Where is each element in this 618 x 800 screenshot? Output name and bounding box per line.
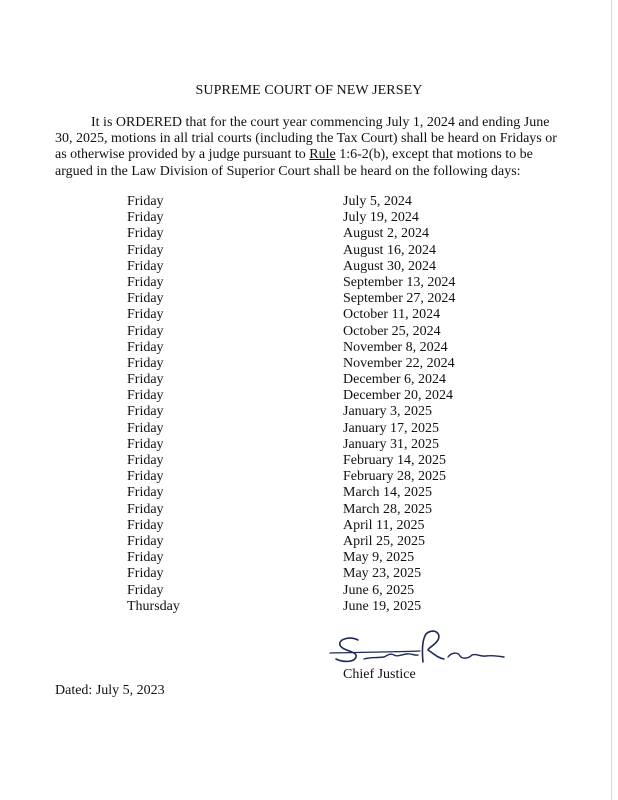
order-text-after-rule: 1:6-2(b), except that motions to be argued in the Law Division of Superior Court shall be heard on the following days: xyxy=(55,147,533,179)
schedule-date: August 30, 2024 xyxy=(343,258,436,274)
schedule-day: Friday xyxy=(127,226,164,242)
schedule-row xyxy=(0,226,618,242)
chief-justice-signature xyxy=(328,626,518,670)
schedule-row xyxy=(0,194,618,210)
schedule-row xyxy=(0,307,618,323)
schedule-day: Thursday xyxy=(127,598,180,614)
schedule-date: August 16, 2024 xyxy=(343,242,436,258)
schedule-date: June 19, 2025 xyxy=(343,598,422,614)
schedule-date: May 23, 2025 xyxy=(343,566,422,582)
schedule-row xyxy=(0,421,618,437)
schedule-row xyxy=(0,469,618,485)
schedule-date: October 25, 2024 xyxy=(343,323,441,339)
schedule-date: March 28, 2025 xyxy=(343,501,433,517)
schedule-date: December 6, 2024 xyxy=(343,372,447,388)
schedule-row xyxy=(0,534,618,550)
schedule-date: February 28, 2025 xyxy=(343,469,447,485)
schedule-date: April 25, 2025 xyxy=(343,533,426,549)
schedule-date: January 17, 2025 xyxy=(343,420,440,436)
schedule-day: Friday xyxy=(127,258,164,274)
schedule-date: September 27, 2024 xyxy=(343,291,456,307)
schedule-date: February 14, 2025 xyxy=(343,453,447,468)
schedule-date: May 9, 2025 xyxy=(343,550,415,566)
order-text-before-rule: It is ORDERED that for the court year commencing July 1, 2024 and ending June 30, 2025, motions in all trial courts (including the Tax Court) shall be heard on Fridays or as otherwise provided by a judge pursuant to xyxy=(55,115,557,163)
order-paragraph xyxy=(55,115,569,180)
schedule-day: Friday xyxy=(127,274,164,290)
schedule-date: March 14, 2025 xyxy=(343,485,433,501)
schedule-date: July 5, 2024 xyxy=(343,194,412,209)
schedule-row xyxy=(0,583,618,599)
schedule-row xyxy=(0,291,618,307)
schedule-day: Friday xyxy=(127,194,164,209)
signature-title: Chief Justice xyxy=(343,667,416,682)
schedule-day: Friday xyxy=(127,582,164,598)
rule-reference: Rule xyxy=(309,147,336,163)
court-title: SUPREME COURT OF NEW JERSEY xyxy=(195,83,423,98)
schedule-date: April 11, 2025 xyxy=(343,517,425,533)
schedule-day: Friday xyxy=(127,420,164,436)
schedule-day: Friday xyxy=(127,210,164,226)
schedule-row xyxy=(0,550,618,566)
schedule-day: Friday xyxy=(127,566,164,582)
schedule-row xyxy=(0,340,618,356)
schedule-row xyxy=(0,502,618,518)
schedule-day: Friday xyxy=(127,291,164,307)
schedule-date: July 19, 2024 xyxy=(343,210,419,226)
schedule-date: January 3, 2025 xyxy=(343,404,433,420)
schedule-day: Friday xyxy=(127,453,164,468)
schedule-date: September 13, 2024 xyxy=(343,274,456,290)
schedule-day: Friday xyxy=(127,469,164,485)
schedule-row xyxy=(0,259,618,275)
schedule-day: Friday xyxy=(127,404,164,420)
schedule-row xyxy=(0,599,618,615)
schedule-date: October 11, 2024 xyxy=(343,307,441,323)
schedule-row xyxy=(0,324,618,340)
schedule-day: Friday xyxy=(127,323,164,339)
schedule-row xyxy=(0,210,618,226)
schedule-day: Friday xyxy=(127,339,164,355)
schedule-day: Friday xyxy=(127,242,164,258)
schedule-date: June 6, 2025 xyxy=(343,582,415,598)
schedule-day: Friday xyxy=(127,485,164,501)
schedule-row xyxy=(0,518,618,534)
schedule-day: Friday xyxy=(127,372,164,388)
schedule-row xyxy=(0,437,618,453)
schedule-row xyxy=(0,243,618,259)
dated-line: Dated: July 5, 2023 xyxy=(55,683,165,698)
schedule-date: November 22, 2024 xyxy=(343,355,455,371)
schedule-day: Friday xyxy=(127,436,164,452)
schedule-row xyxy=(0,372,618,388)
schedule-day: Friday xyxy=(127,501,164,517)
schedule-day: Friday xyxy=(127,550,164,566)
schedule-date: August 2, 2024 xyxy=(343,226,429,242)
motion-schedule xyxy=(0,194,618,615)
schedule-day: Friday xyxy=(127,388,164,404)
schedule-row xyxy=(0,566,618,582)
schedule-day: Friday xyxy=(127,517,164,533)
schedule-row xyxy=(0,356,618,372)
schedule-row xyxy=(0,453,618,469)
schedule-date: January 31, 2025 xyxy=(343,436,440,452)
schedule-row xyxy=(0,275,618,291)
schedule-date: December 20, 2024 xyxy=(343,388,454,404)
schedule-day: Friday xyxy=(127,355,164,371)
schedule-day: Friday xyxy=(127,533,164,549)
schedule-day: Friday xyxy=(127,307,164,323)
schedule-row xyxy=(0,388,618,404)
schedule-row xyxy=(0,485,618,501)
schedule-row xyxy=(0,404,618,420)
schedule-date: November 8, 2024 xyxy=(343,339,448,355)
